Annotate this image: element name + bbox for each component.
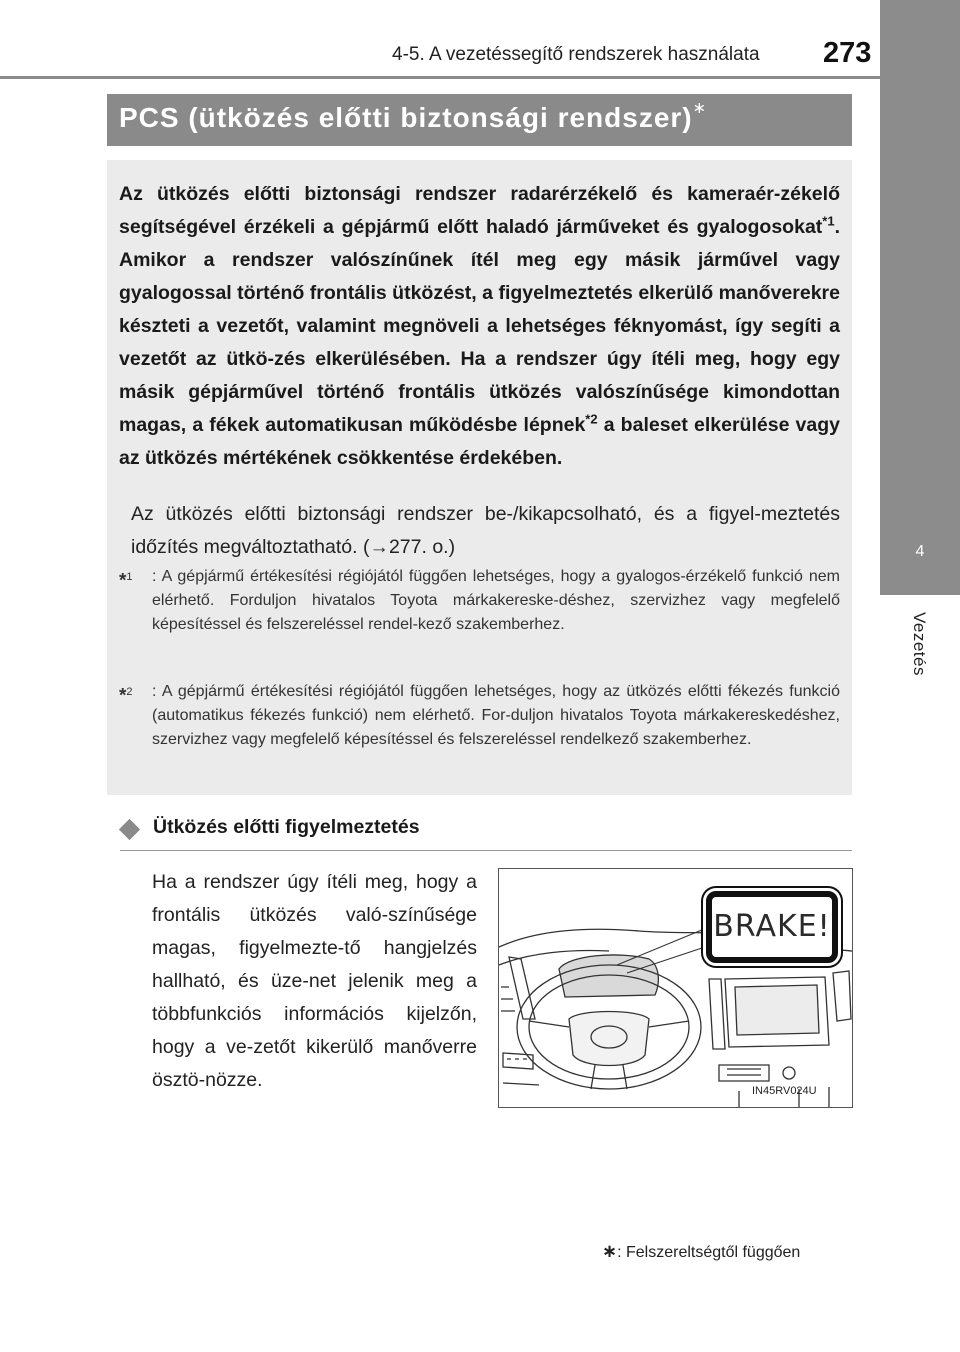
footnote-2-mark: *$^2$ bbox=[119, 685, 133, 707]
footnote-1 bbox=[119, 565, 840, 637]
chapter-number: 4 bbox=[915, 543, 925, 560]
equipment-note bbox=[602, 1241, 800, 1262]
side-tab-upper bbox=[880, 0, 960, 515]
diamond-icon bbox=[119, 819, 140, 840]
summary-text bbox=[119, 178, 840, 475]
brake-warning-text: BRAKE! bbox=[713, 909, 831, 944]
equipment-note-text: : Felszereltségtől függően bbox=[617, 1244, 801, 1261]
footnote-2 bbox=[119, 680, 840, 752]
multi-information-display bbox=[706, 891, 838, 963]
body-paragraph: Ha a rendszer úgy ítéli meg, hogy a frontális ütközés való-színűsége magas, figyelmezte-tő hangjelzés hallható, és üze-net jelenik meg a többfunkciós információs kijelzőn, hogy a ve-zetőt kikerülő manőverre ösztö-nözze. bbox=[152, 871, 477, 1091]
subsection-heading bbox=[120, 816, 852, 851]
section-title-bar bbox=[107, 94, 852, 146]
footnote-1-mark: *$^1$ bbox=[119, 570, 133, 592]
equipment-note-mark: ∗ bbox=[602, 1241, 618, 1261]
header-title: 4-5. A vezetéssegítő rendszerek használata bbox=[392, 44, 760, 65]
page-number: 273 bbox=[823, 37, 872, 69]
chapter-name: Vezetés bbox=[910, 612, 929, 676]
subsection-title: Ütközés előtti figyelmeztetés bbox=[153, 816, 420, 838]
dashboard-illustration bbox=[498, 868, 853, 1108]
section-title bbox=[119, 102, 707, 134]
summary-part-1: Az ütközés előtti biztonsági rendszer radarérzékelő és kameraér-zékelő segítségével érzékeli a gépjármű előtt haladó járműveket és gyalogosokat bbox=[119, 183, 840, 238]
section-title-mark: ∗ bbox=[692, 100, 708, 117]
chapter-side-tab bbox=[880, 0, 960, 1352]
section-title-text: PCS (ütközés előtti biztonsági rendszer) bbox=[119, 102, 693, 133]
toggle-text: Az ütközés előtti biztonsági rendszer be-/kikapcsolható, és a figyel-meztetés időzítés megváltoztatható. (→277. o.) bbox=[131, 503, 840, 558]
image-code: IN45RV024U bbox=[752, 1085, 817, 1097]
summary-box bbox=[107, 160, 852, 795]
summary-part-3: a baleset elkerülése vagy az ütközés mértékének csökkentése érdekében. bbox=[119, 414, 840, 469]
header-rule bbox=[0, 76, 880, 79]
footnote-1-text: : A gépjármű értékesítési régiójától függően lehetséges, hogy a gyalogos-érzékelő funkció nem elérhető. Forduljon hivatalos Toyota márkakereske-déshez, szervizhez vagy megfelelő képesítéssel és felszereléssel rendel-kező szakemberhez. bbox=[152, 568, 840, 633]
page-header bbox=[0, 0, 880, 78]
summary-part-2: . Amikor a rendszer valószínűnek ítél meg egy másik járművel vagy gyalogossal történő frontális ütközést, a figyelmeztetés elkerülő manőverekre készteti a vezetőt, valamint megnöveli a lehetséges féknyomást, így segíti a vezetőt az ütkö-zés elkerülésében. Ha a rendszer úgy ítéli meg, hogy egy másik gépjárművel történő frontális ütközés valószínűsége kimondottan magas, a fékek automatikusan működésbe lépnek bbox=[119, 216, 840, 436]
footnote-ref-2: *2 bbox=[585, 411, 598, 427]
footnote-ref-1: *1 bbox=[822, 213, 835, 229]
footnote-2-text: : A gépjármű értékesítési régiójától függően lehetséges, hogy az ütközés előtti fékezés funkció (automatikus fékezés funkció) nem elérhető. For-duljon hivatalos Toyota márkakereskedéshez, szervizhez vagy megfelelő képesítéssel és felszereléssel rendelkező szakemberhez. bbox=[152, 683, 840, 748]
